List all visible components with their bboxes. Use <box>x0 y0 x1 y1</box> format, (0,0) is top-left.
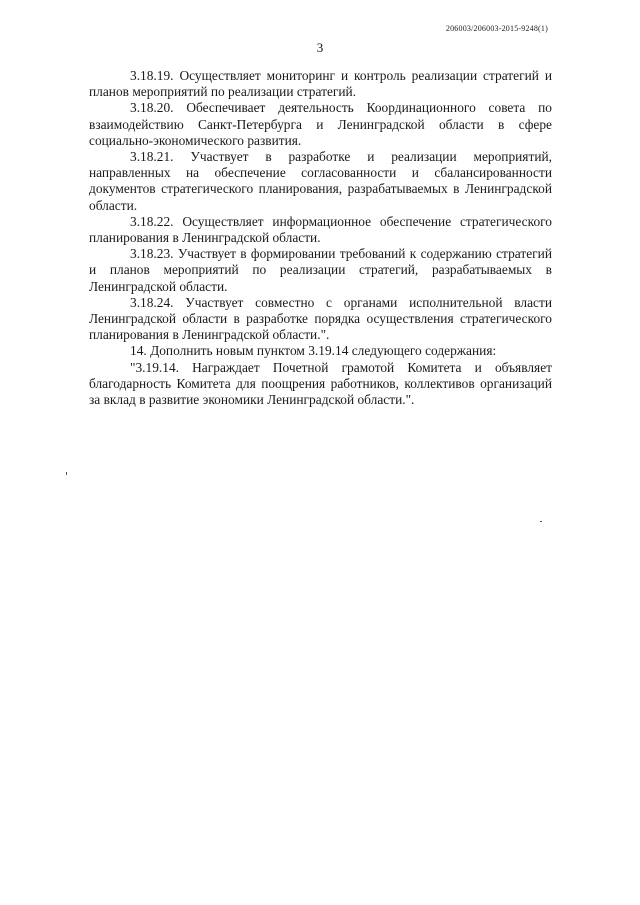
paragraph-3-18-20: 3.18.20. Обеспечивает деятельность Координационного совета по взаимодействию Санкт-Петербурга и Ленинградской области в сфере социально-экономического развития. <box>89 100 552 148</box>
paragraph-3-18-21: 3.18.21. Участвует в разработке и реализации мероприятий, направленных на обеспечение согласованности и сбалансированности документов стратегического планирования, разрабатываемых в Ленинградской области. <box>89 149 552 213</box>
scan-speck-right <box>540 521 542 522</box>
paragraph-3-18-24: 3.18.24. Участвует совместно с органами исполнительной власти Ленинградской области в разработке порядка осуществления стратегического планирования в Ленинградской области.". <box>89 294 552 343</box>
paragraph-3-19-14: "3.19.14. Награждает Почетной грамотой Комитета и объявляет благодарность Комитета для поощрения работников, коллективов организаций за вклад в развитие экономики Ленинградской области.". <box>89 359 552 408</box>
document-registration-code: 206003/206003-2015-9248(1) <box>445 24 548 33</box>
paragraph-item-14: 14. Дополнить новым пунктом 3.19.14 следующего содержания: <box>130 343 497 359</box>
scan-speck-left <box>66 472 67 475</box>
paragraph-3-18-19: 3.18.19. Осуществляет мониторинг и контроль реализации стратегий и планов мероприятий по реализации стратегий. <box>89 68 552 100</box>
paragraph-3-18-23: 3.18.23. Участвует в формировании требований к содержанию стратегий и планов мероприятий по реализации стратегий, разрабатываемых в Ленинградской области. <box>89 246 552 294</box>
paragraph-3-18-22: 3.18.22. Осуществляет информационное обеспечение стратегического планирования в Ленинградской области. <box>89 213 552 246</box>
document-body <box>89 68 552 408</box>
page-number: 3 <box>316 40 324 55</box>
